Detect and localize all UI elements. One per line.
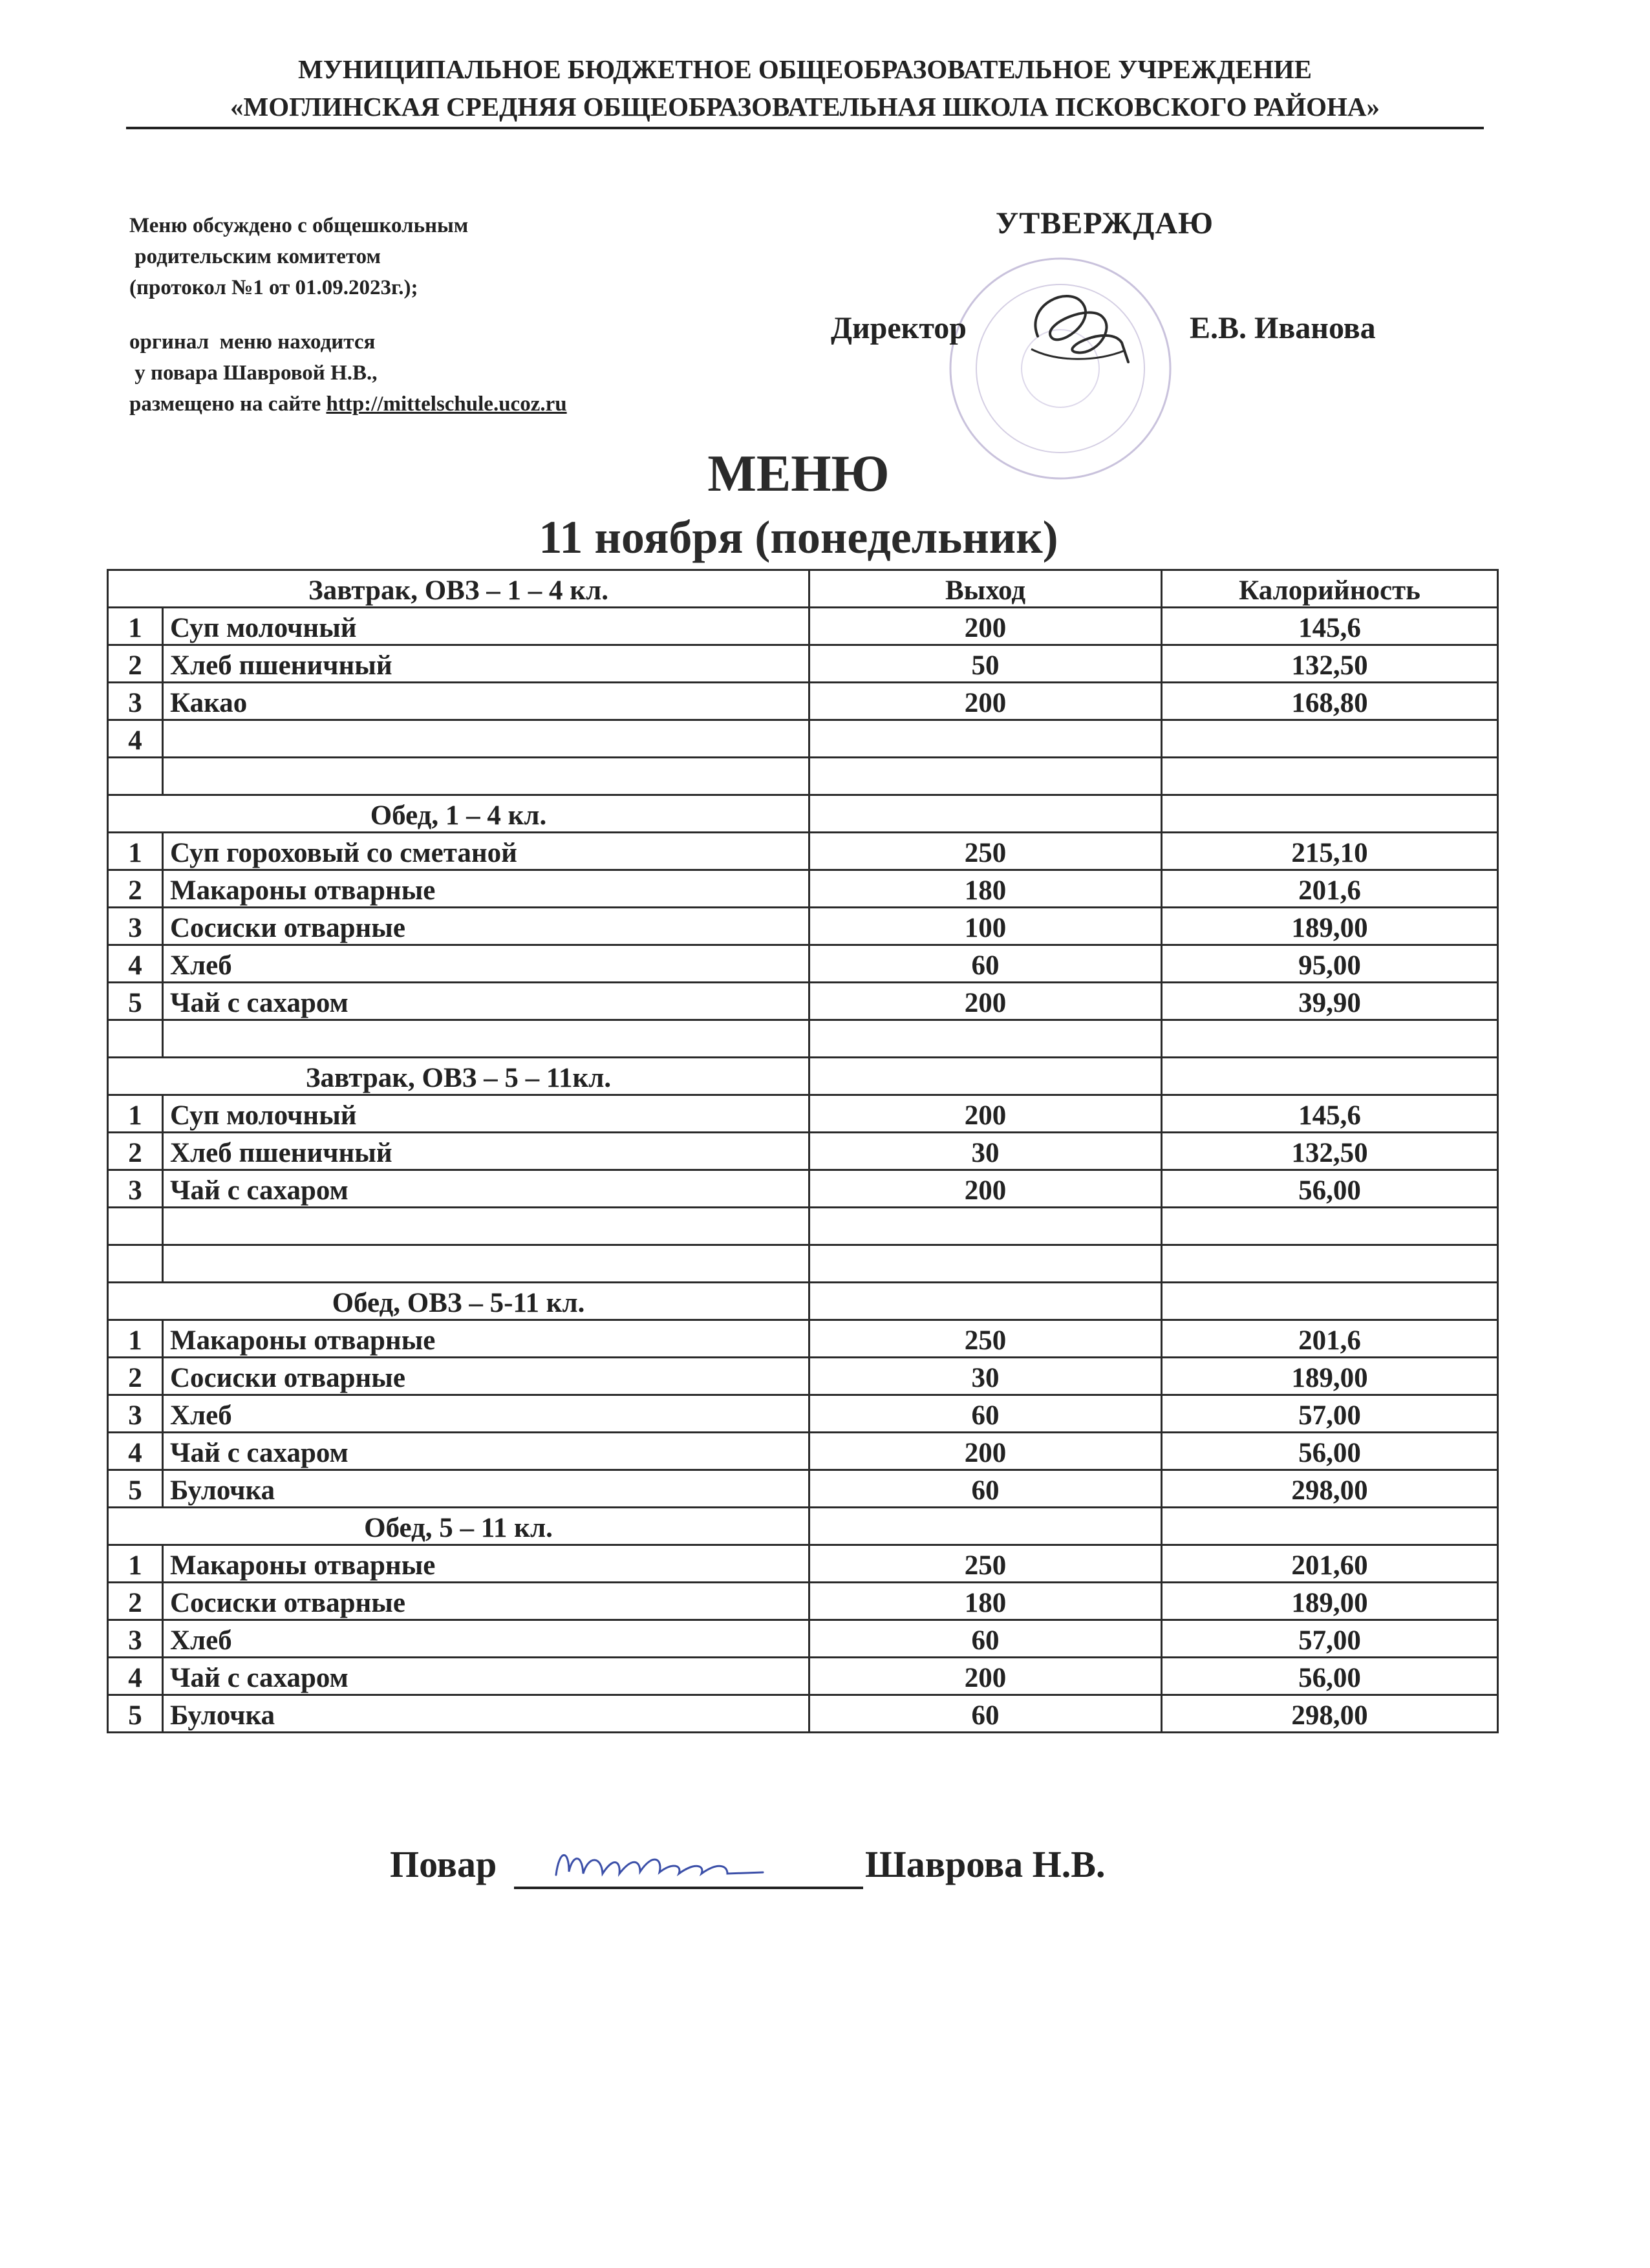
dish-name: Макароны отварные [163,1545,809,1583]
row-number [108,1020,163,1058]
table-row [108,1658,1498,1695]
dish-output [809,1245,1162,1283]
dish-calories: 201,6 [1162,1320,1498,1358]
section-header-row [108,570,1498,608]
dish-output [809,1020,1162,1058]
note-line: родительским комитетом [129,245,381,268]
row-number: 1 [108,833,163,870]
dish-calories: 298,00 [1162,1470,1498,1508]
empty-cell [809,1508,1162,1545]
approval-note [129,210,567,420]
row-number: 2 [108,870,163,908]
dish-output: 200 [809,983,1162,1020]
empty-cell [1162,1283,1498,1320]
dish-calories: 145,6 [1162,1095,1498,1133]
table-row [108,720,1498,758]
table-row [108,645,1498,683]
dish-name: Хлеб [163,945,809,983]
empty-cell [809,1283,1162,1320]
dish-calories [1162,1245,1498,1283]
row-number: 5 [108,983,163,1020]
dish-output: 250 [809,1545,1162,1583]
dish-calories: 57,00 [1162,1395,1498,1433]
dish-output: 200 [809,608,1162,645]
section-title: Обед, ОВЗ – 5-11 кл. [108,1283,809,1320]
dish-name: Макароны отварные [163,870,809,908]
row-number: 2 [108,645,163,683]
dish-calories: 132,50 [1162,645,1498,683]
dish-calories [1162,1020,1498,1058]
dish-name [163,720,809,758]
dish-name: Булочка [163,1695,809,1733]
menu-table [107,569,1499,1733]
dish-name: Хлеб [163,1620,809,1658]
dish-calories: 215,10 [1162,833,1498,870]
dish-output: 100 [809,908,1162,945]
dish-output: 200 [809,1658,1162,1695]
dish-name: Сосиски отварные [163,1583,809,1620]
dish-name: Суп молочный [163,608,809,645]
table-row [108,1320,1498,1358]
approve-heading: УТВЕРЖДАЮ [996,206,1214,241]
dish-calories: 168,80 [1162,683,1498,720]
dish-output: 250 [809,1320,1162,1358]
table-row [108,1433,1498,1470]
dish-name: Сосиски отварные [163,1358,809,1395]
director-signature [1018,278,1135,375]
dish-calories: 298,00 [1162,1695,1498,1733]
institution-header-line1: МУНИЦИПАЛЬНОЕ БЮДЖЕТНОЕ ОБЩЕОБРАЗОВАТЕЛЬНОЕ УЧРЕЖДЕНИЕ [298,54,1312,84]
dish-calories: 201,6 [1162,870,1498,908]
row-number: 4 [108,945,163,983]
table-row [108,1170,1498,1208]
table-row [108,870,1498,908]
note-site-line [129,389,567,420]
section-header-row [108,1283,1498,1320]
dish-name: Булочка [163,1470,809,1508]
row-number: 4 [108,1658,163,1695]
table-row [108,1620,1498,1658]
table-row [108,908,1498,945]
dish-output: 30 [809,1358,1162,1395]
row-number [108,1245,163,1283]
dish-calories: 56,00 [1162,1170,1498,1208]
dish-calories [1162,720,1498,758]
empty-cell [1162,1058,1498,1095]
dish-output: 60 [809,1395,1162,1433]
table-row [108,1695,1498,1733]
column-header-output: Выход [809,570,1162,608]
dish-calories: 57,00 [1162,1620,1498,1658]
menu-table-body [108,570,1498,1733]
dish-name: Суп гороховый со сметаной [163,833,809,870]
dish-output [809,758,1162,795]
dish-output [809,1208,1162,1245]
dish-calories: 56,00 [1162,1658,1498,1695]
table-row [108,833,1498,870]
table-row [108,608,1498,645]
dish-name: Сосиски отварные [163,908,809,945]
row-number: 2 [108,1133,163,1170]
site-link[interactable]: http://mittelschule.ucoz.ru [326,392,567,416]
note-line: у повара Шавровой Н.В., [129,361,378,385]
empty-cell [809,795,1162,833]
empty-cell [1162,1508,1498,1545]
table-row [108,1245,1498,1283]
dish-output: 60 [809,1695,1162,1733]
table-row [108,1545,1498,1583]
row-number: 3 [108,683,163,720]
header-divider [126,127,1484,129]
table-row [108,758,1498,795]
table-row [108,1095,1498,1133]
column-header-calories: Калорийность [1162,570,1498,608]
dish-output: 60 [809,1470,1162,1508]
dish-name: Какао [163,683,809,720]
dish-calories: 132,50 [1162,1133,1498,1170]
dish-calories [1162,1208,1498,1245]
row-number [108,1208,163,1245]
section-title: Обед, 5 – 11 кл. [108,1508,809,1545]
row-number: 3 [108,1170,163,1208]
dish-name [163,1020,809,1058]
note-line: (протокол №1 от 01.09.2023г.); [129,276,418,299]
row-number: 3 [108,908,163,945]
table-row [108,1208,1498,1245]
dish-calories: 39,90 [1162,983,1498,1020]
row-number: 1 [108,1095,163,1133]
dish-output: 200 [809,1433,1162,1470]
dish-calories: 189,00 [1162,908,1498,945]
empty-cell [1162,795,1498,833]
section-title: Обед, 1 – 4 кл. [108,795,809,833]
table-row [108,683,1498,720]
row-number [108,758,163,795]
institution-header-line2: «МОГЛИНСКАЯ СРЕДНЯЯ ОБЩЕОБРАЗОВАТЕЛЬНАЯ ШКОЛА ПСКОВСКОГО РАЙОНА» [230,92,1380,122]
page-title: МЕНЮ [707,445,890,502]
dish-calories: 189,00 [1162,1583,1498,1620]
dish-name: Чай с сахаром [163,1433,809,1470]
dish-output: 180 [809,870,1162,908]
dish-calories: 56,00 [1162,1433,1498,1470]
table-row [108,1133,1498,1170]
cook-name: Шаврова Н.В. [865,1843,1106,1885]
table-row [108,945,1498,983]
section-title: Завтрак, ОВЗ – 1 – 4 кл. [108,570,809,608]
note-line: оргинал меню находится [129,330,376,354]
dish-name [163,758,809,795]
table-row [108,1358,1498,1395]
dish-name: Чай с сахаром [163,983,809,1020]
row-number: 3 [108,1620,163,1658]
dish-calories: 201,60 [1162,1545,1498,1583]
row-number: 1 [108,1320,163,1358]
section-header-row [108,1058,1498,1095]
row-number: 1 [108,1545,163,1583]
table-row [108,983,1498,1020]
section-header-row [108,795,1498,833]
dish-output: 180 [809,1583,1162,1620]
dish-name: Чай с сахаром [163,1658,809,1695]
director-role: Директор [831,311,967,345]
empty-cell [809,1058,1162,1095]
row-number: 4 [108,720,163,758]
dish-output: 200 [809,683,1162,720]
cook-label: Повар [390,1843,497,1885]
row-number: 2 [108,1583,163,1620]
director-name: Е.В. Иванова [1190,311,1376,345]
dish-name [163,1245,809,1283]
dish-output: 60 [809,1620,1162,1658]
dish-output: 250 [809,833,1162,870]
dish-name: Хлеб [163,1395,809,1433]
note-site-prefix: размещено на сайте [129,392,327,416]
dish-output: 60 [809,945,1162,983]
cook-signature [543,1836,776,1888]
section-header-row [108,1508,1498,1545]
dish-calories: 145,6 [1162,608,1498,645]
dish-output: 30 [809,1133,1162,1170]
table-row [108,1583,1498,1620]
row-number: 5 [108,1695,163,1733]
row-number: 3 [108,1395,163,1433]
dish-output: 200 [809,1095,1162,1133]
dish-calories [1162,758,1498,795]
dish-calories: 189,00 [1162,1358,1498,1395]
row-number: 5 [108,1470,163,1508]
table-row [108,1395,1498,1433]
dish-name: Хлеб пшеничный [163,1133,809,1170]
dish-output: 50 [809,645,1162,683]
dish-name: Чай с сахаром [163,1170,809,1208]
dish-calories: 95,00 [1162,945,1498,983]
table-row [108,1470,1498,1508]
dish-name: Макароны отварные [163,1320,809,1358]
dish-name: Суп молочный [163,1095,809,1133]
menu-date: 11 ноября (понедельник) [539,511,1058,563]
dish-name: Хлеб пшеничный [163,645,809,683]
row-number: 1 [108,608,163,645]
row-number: 4 [108,1433,163,1470]
dish-output: 200 [809,1170,1162,1208]
dish-name [163,1208,809,1245]
note-line: Меню обсуждено с общешкольным [129,214,469,237]
dish-output [809,720,1162,758]
row-number: 2 [108,1358,163,1395]
section-title: Завтрак, ОВЗ – 5 – 11кл. [108,1058,809,1095]
institution-header [116,50,1494,125]
table-row [108,1020,1498,1058]
